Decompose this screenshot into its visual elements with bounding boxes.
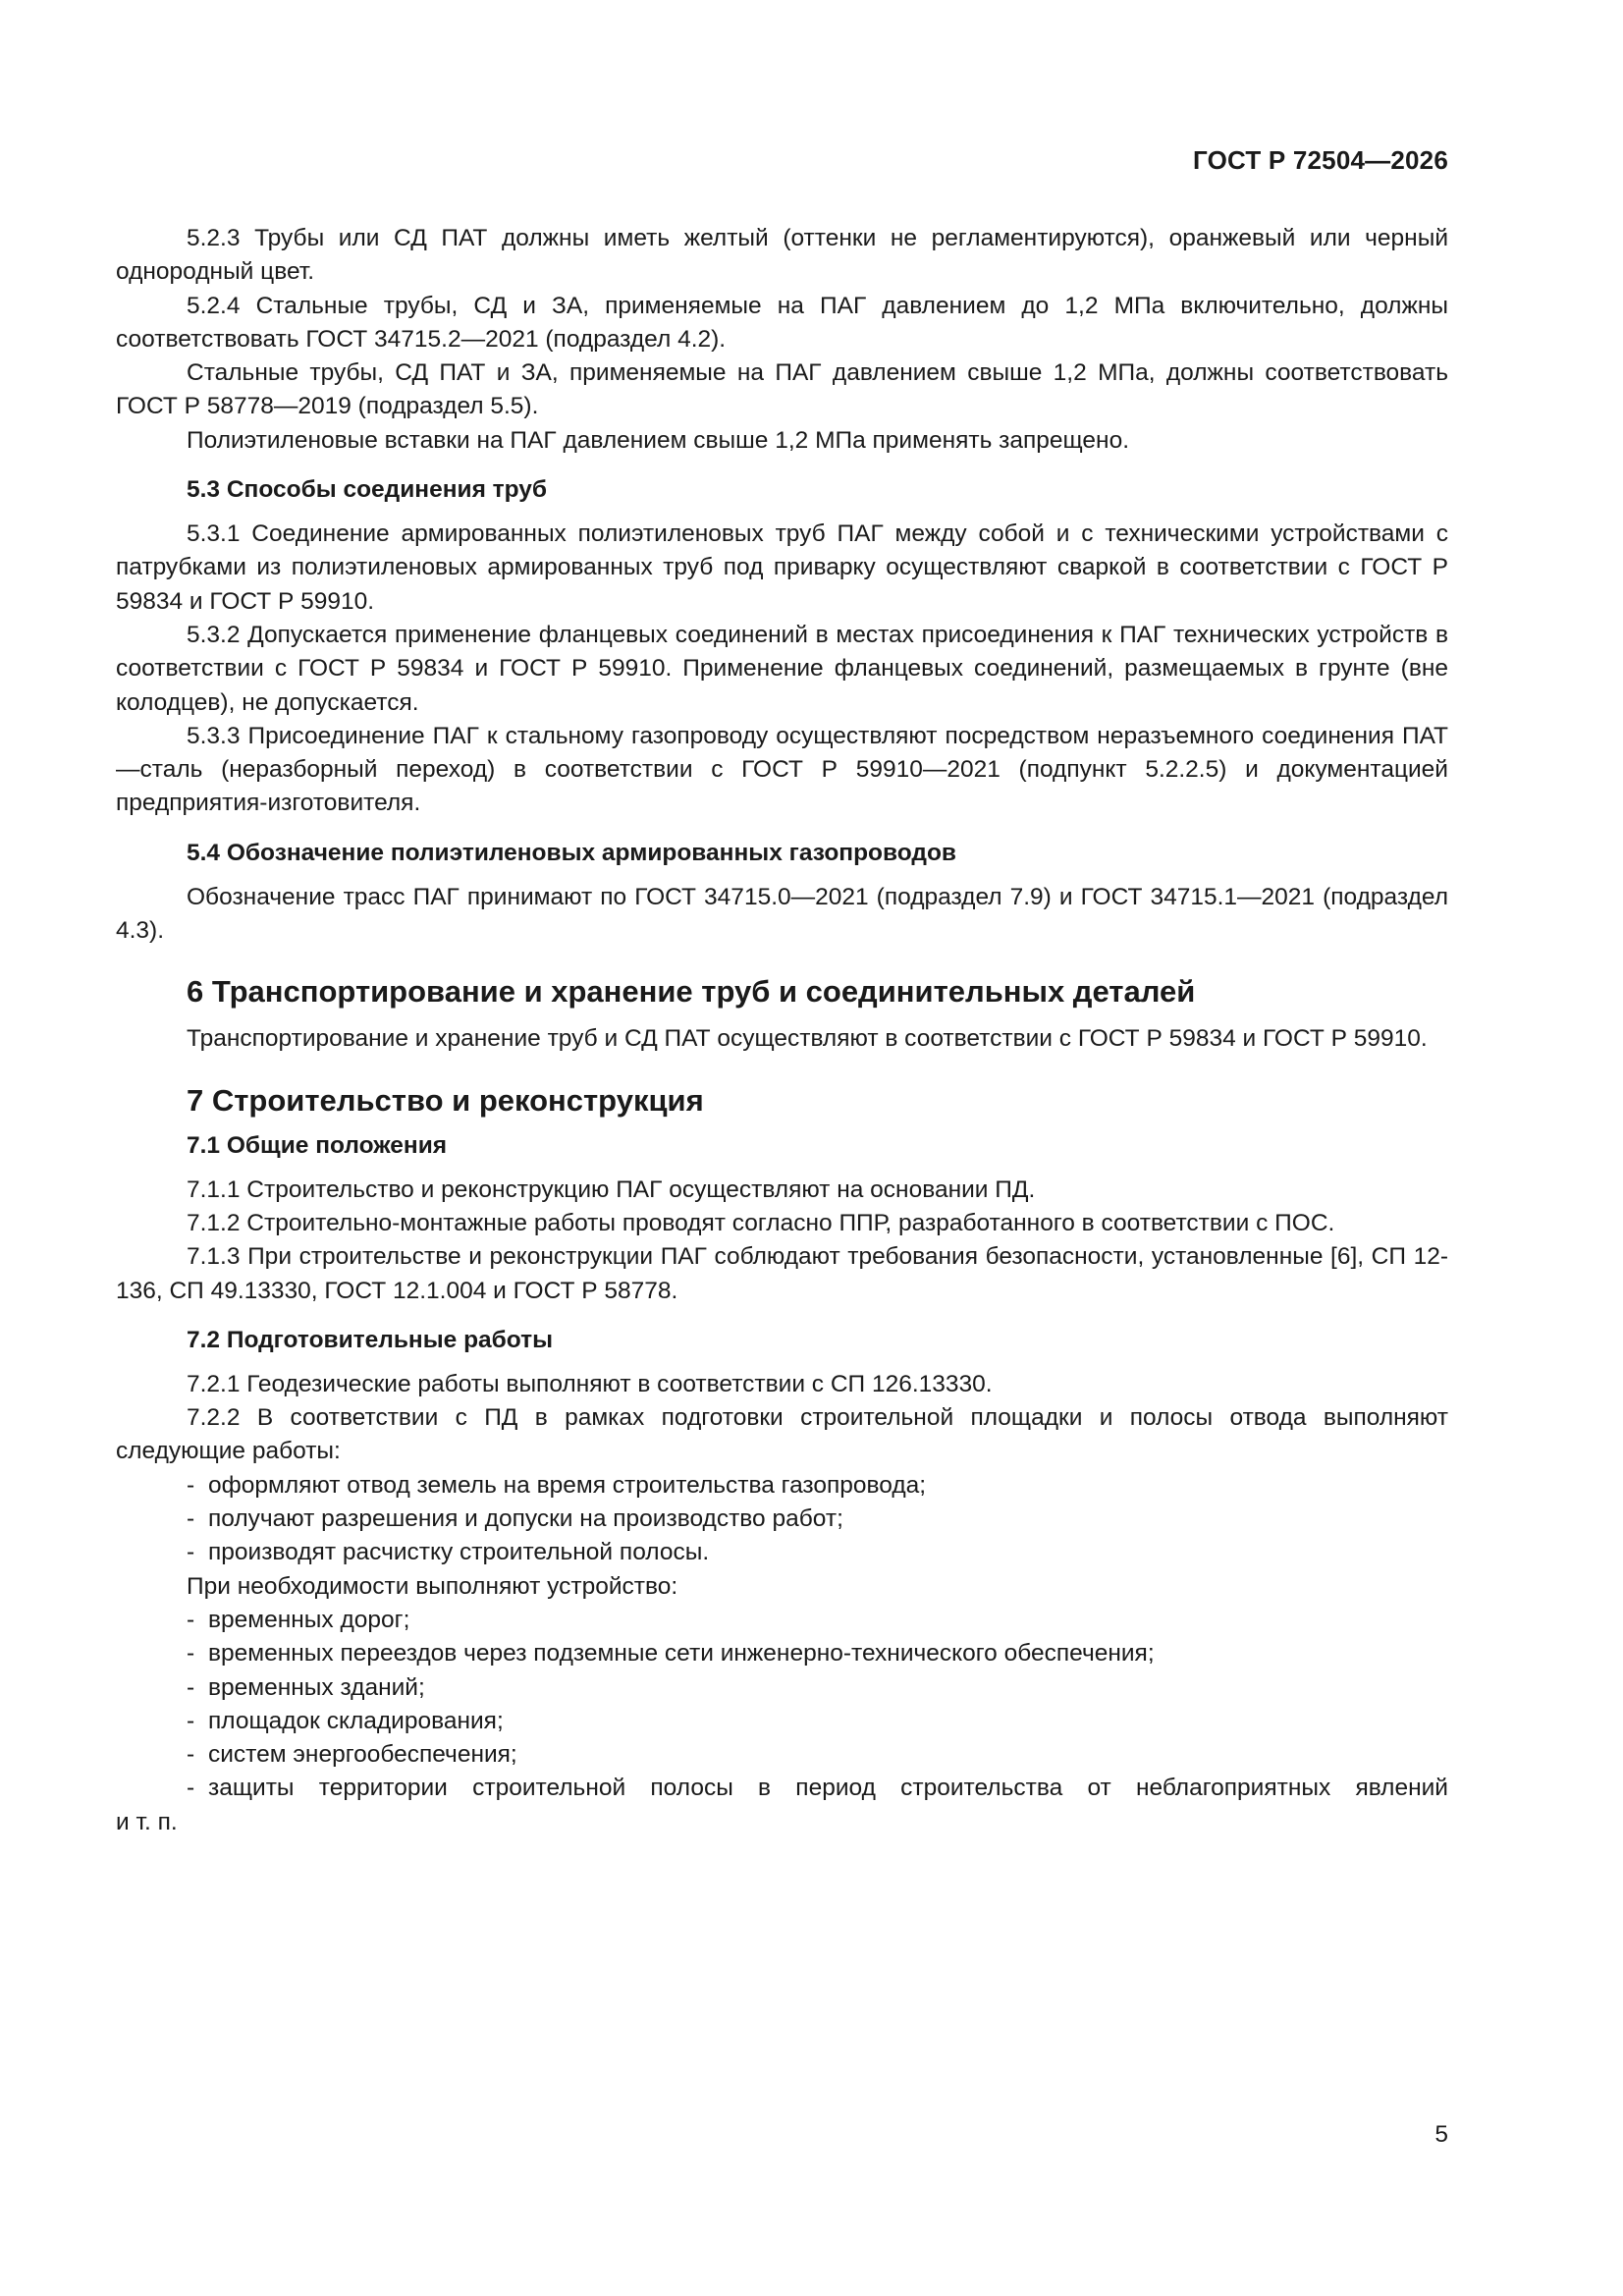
paragraph-if-necessary: При необходимости выполняют устройство: (187, 1572, 678, 1600)
paragraph-5-3-1: 5.3.1 Соединение армированных полиэтиленовых труб ПАГ между собой и с техническими устройствами с патрубками из полиэтиленовых армированных труб под приварку осуществляют сваркой в соответствии с ГОСТ Р 59834 и ГОСТ Р 59910. (116, 520, 1448, 615)
list-item: - систем энергообеспечения; (187, 1741, 517, 1769)
section-title-7: 7 Строительство и реконструкция (187, 1082, 704, 1118)
paragraph-5-2-4: 5.2.4 Стальные трубы, СД и ЗА, применяемые на ПАГ давлением до 1,2 МПа включительно, должны соответствовать ГОСТ 34715.2—2021 (подраздел 4.2). (116, 292, 1448, 353)
list-item: - временных зданий; (187, 1673, 425, 1701)
list-item: - оформляют отвод земель на время строительства газопровода; (187, 1471, 927, 1499)
list-item: - получают разрешения и допуски на производство работ; (187, 1505, 843, 1533)
paragraph-5-3-3: 5.3.3 Присоединение ПАГ к стальному газопроводу осуществляют посредством неразъемного соединения ПАТ—сталь (неразборный переход) в соответствии с ГОСТ Р 59910—2021 (подпункт 5.2.2.5) и документацией предприятия-изготовителя. (116, 722, 1448, 817)
paragraph-pe-inserts: Полиэтиленовые вставки на ПАГ давлением свыше 1,2 МПа применять запрещено. (187, 426, 1130, 454)
paragraph-7-1-3: 7.1.3 При строительстве и реконструкции ПАГ соблюдают требования безопасности, установленные [6], СП 12-136, СП 49.13330, ГОСТ 12.1.004 и ГОСТ Р 58778. (116, 1243, 1448, 1304)
paragraph-5-4: Обозначение трасс ПАГ принимают по ГОСТ 34715.0—2021 (подраздел 7.9) и ГОСТ 34715.1—2021 (подраздел 4.3). (116, 883, 1448, 945)
list-item: - временных дорог; (187, 1606, 410, 1633)
list-item-continuation: и т. п. (116, 1808, 178, 1835)
section-title-7-2: 7.2 Подготовительные работы (187, 1326, 554, 1353)
page-number: 5 (1434, 2121, 1448, 2148)
section-title-5-4: 5.4 Обозначение полиэтиленовых армированных газопроводов (187, 839, 956, 866)
list-item: - площадок складирования; (187, 1707, 504, 1734)
paragraph-6: Транспортирование и хранение труб и СД ПАТ осуществляют в соответствии с ГОСТ Р 59834 и ГОСТ Р 59910. (187, 1025, 1428, 1053)
paragraph-5-2-3: 5.2.3 Трубы или СД ПАТ должны иметь желтый (оттенки не регламентируются), оранжевый или черный однородный цвет. (116, 225, 1448, 286)
document-code: ГОСТ Р 72504—2026 (1193, 145, 1448, 175)
list-item: - защиты территории строительной полосы в период строительства от неблагоприятных явлений (187, 1775, 1448, 1802)
document-body (116, 222, 1448, 1839)
paragraph-7-2-2: 7.2.2 В соответствии с ПД в рамках подготовки строительной площадки и полосы отвода выполняют следующие работы: (116, 1404, 1448, 1465)
section-title-7-1: 7.1 Общие положения (187, 1131, 448, 1159)
paragraph-7-2-1: 7.2.1 Геодезические работы выполняют в соответствии с СП 126.13330. (187, 1370, 993, 1397)
paragraph-7-1-2: 7.1.2 Строительно-монтажные работы проводят согласно ППР, разработанного в соответствии с ПОС. (187, 1209, 1335, 1236)
section-title-5-3: 5.3 Способы соединения труб (187, 476, 548, 504)
section-title-6: 6 Транспортирование и хранение труб и соединительных деталей (187, 974, 1196, 1010)
paragraph-7-1-1: 7.1.1 Строительство и реконструкцию ПАГ осуществляют на основании ПД. (187, 1175, 1036, 1203)
paragraph-5-3-2: 5.3.2 Допускается применение фланцевых соединений в местах присоединения к ПАГ технических устройств в соответствии с ГОСТ Р 59834 и ГОСТ Р 59910. Применение фланцевых соединений, размещаемых в грунте (вне колодцев), не допускается. (116, 621, 1448, 716)
paragraph-steel-pipes: Стальные трубы, СД ПАТ и ЗА, применяемые на ПАГ давлением свыше 1,2 МПа, должны соответствовать ГОСТ Р 58778—2019 (подраздел 5.5). (116, 359, 1448, 420)
list-item: - производят расчистку строительной полосы. (187, 1539, 710, 1566)
list-item: - временных переездов через подземные сети инженерно-технического обеспечения; (187, 1640, 1155, 1667)
